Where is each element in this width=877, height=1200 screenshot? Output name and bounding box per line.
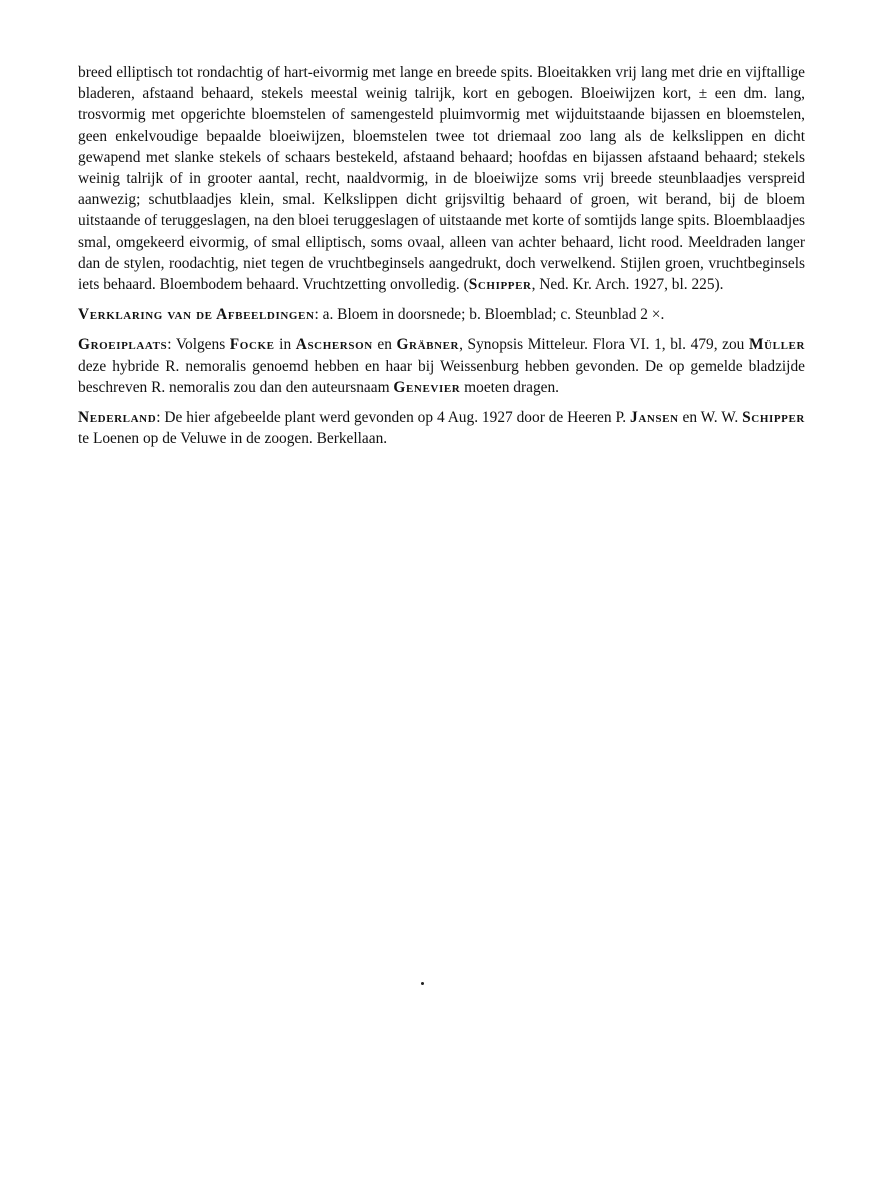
person-name: Ascherson (295, 336, 373, 354)
nederland-text: : De hier afgebeelde plant werd gevonden op 4 Aug. 1927 door de Heeren P. (156, 409, 631, 427)
nederland-paragraph (78, 407, 805, 449)
author-name: Schipper (468, 276, 532, 294)
person-name: Müller (748, 336, 805, 354)
groeiplaats-text: en (372, 336, 397, 354)
person-name: Gräbner (396, 336, 460, 354)
nederland-text: te Loenen op de Veluwe in de zoogen. Berkellaan. (78, 430, 388, 448)
groeiplaats-paragraph (78, 334, 805, 398)
paper-speck (421, 982, 424, 985)
person-name: Genevier (393, 378, 461, 396)
verklaring-heading: Verklaring van de Afbeeldingen (78, 306, 315, 324)
groeiplaats-heading: Groeiplaats (78, 336, 168, 354)
groeiplaats-text: : Volgens (167, 336, 230, 354)
person-name: Schipper (742, 409, 805, 427)
description-paragraph (78, 62, 805, 295)
verklaring-paragraph (78, 304, 805, 325)
person-name: Jansen (630, 409, 679, 427)
verklaring-text: : a. Bloem in doorsnede; b. Bloemblad; c. Steunblad 2 ×. (314, 306, 665, 324)
nederland-heading: Nederland (78, 409, 157, 427)
description-text: breed elliptisch tot rondachtig of hart-eivormig met lange en breede spits. Bloeitakken vrij lang met drie en vijftallige bladeren, afstaand behaard, stekels meestal weinig talrijk, kort en gebogen. Bloeiwijzen kort, ± een dm. lang, trosvormig met opgerichte bloemstelen of samengesteld pluimvormig met wijduitstaande bijassen en bloemstelen, geen enkelvoudige bepaalde bloeiwijzen, bloemstelen twee tot driemaal zoo lang als de kelkslippen en dicht gewapend met slanke stekels of schaars bestekeld, afstaand behaard; hoofdas en bijassen afstaand behaard; stekels weinig talrijk of in grooter aantal, recht, naaldvormig, in de bloeiwijze soms vrij breede steunblaadjes verspreid aanwezig; schutblaadjes klein, smal. Kelkslippen dicht grijsviltig behaard of groen, wit berand, bij de bloem uitstaande of teruggeslagen, na den bloei teruggeslagen of uitstaande met korte of somtijds lange spits. Bloemblaadjes smal, omgekeerd eivormig, of smal elliptisch, soms ovaal, alleen van achter behaard, licht rood. Meeldraden langer dan de stylen, roodachtig, niet tegen de vruchtbeginsels aangedrukt, doch verwelkend. Stijlen groen, vruchtbeginsels iets behaard. Bloembodem behaard. Vruchtzetting onvolledig. ( (78, 64, 806, 294)
groeiplaats-text: moeten dragen. (460, 378, 560, 396)
nederland-text: en W. W. (678, 409, 743, 427)
citation-text: , Ned. Kr. Arch. 1927, bl. 225). (531, 276, 724, 294)
groeiplaats-text: , Synopsis Mitteleur. Flora VI. 1, bl. 479, zou (459, 336, 749, 354)
groeiplaats-text: in (274, 336, 296, 354)
person-name: Focke (229, 336, 275, 354)
groeiplaats-text: deze hybride R. nemoralis genoemd hebben en haar bij Weissenburg hebben gevonden. De op gemelde bladzijde beschreven R. nemoralis zou dan den auteursnaam (78, 357, 805, 396)
document-page (78, 62, 805, 449)
